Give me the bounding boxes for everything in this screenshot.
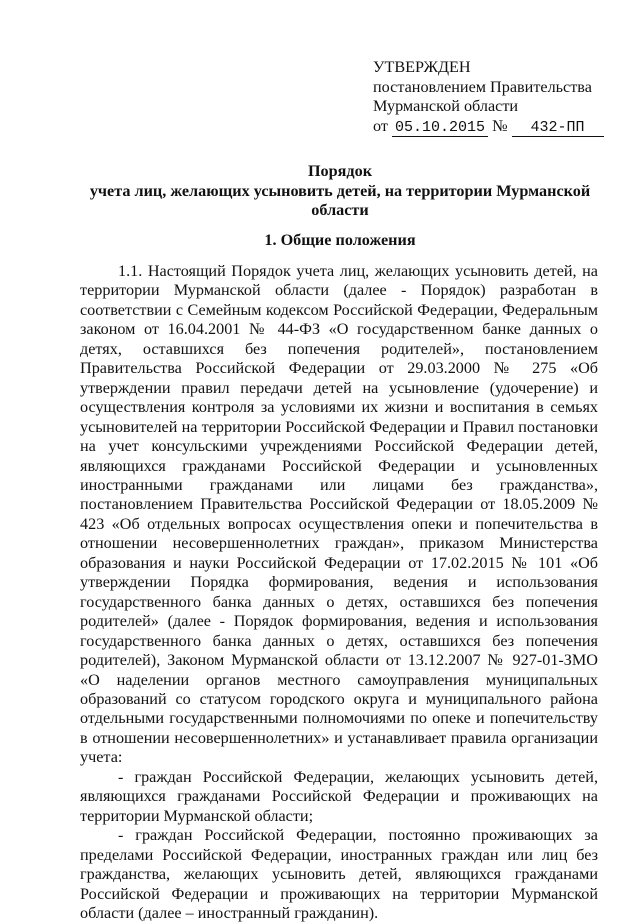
approval-date: 05.10.2015	[392, 120, 488, 137]
approval-line-2: Мурманской области	[373, 97, 519, 115]
approval-number: 432-ПП	[512, 120, 604, 137]
title-line-3: области	[311, 201, 369, 219]
approval-heading: УТВЕРЖДЕН	[373, 58, 471, 76]
paragraph-list-item-2: - граждан Российской Федерации, постоянно проживающих за пределами Российской Федерации, иностранных граждан или лиц без гражданства, желающих усыновить детей, являющихся гражданами Российской Федерации и проживающих на территории Мурманской области (далее – иностранный гражданин).	[80, 826, 598, 922]
title-line-1: Порядок	[307, 162, 373, 180]
paragraph-list-item-1: - граждан Российской Федерации, желающих усыновить детей, являющихся гражданами Российской Федерации и проживающих на территории Мурманской области;	[80, 767, 598, 825]
paragraph-1-1: 1.1. Настоящий Порядок учета лиц, желающих усыновить детей, на территории Мурманской области (далее - Порядок) разработан в соответствии с Семейным кодексом Российской Федерации, Федеральным законом от 16.04.2001 № 44-ФЗ «О государственном банке данных о детях, оставшихся без попечения родителей», постановлением Правительства Российской Федерации от 29.03.2000 № 275 «Об утверждении правил передачи детей на усыновление (удочерение) и осуществления контроля за условиями их жизни и воспитания в семьях усыновителей на территории Российской Федерации и Правил постановки на учет консульскими учреждениями Российской Федерации детей, являющихся гражданами Российской Федерации и усыновленных иностранными гражданами или лицами без гражданства», постановлением Правительства Российской Федерации от 18.05.2009 № 423 «Об отдельных вопросах осуществления опеки и попечительства в отношении несовершеннолетних граждан», приказом Министерства образования и науки Российской Федерации от 17.02.2015 № 101 «Об утверждении Порядка формирования, ведения и использования государственного банка данных о детях, оставшихся без попечения родителей» (далее - Порядок формирования, ведения и использования государственного банка данных о детях, оставшихся без попечения родителей), Законом Мурманской области от 13.12.2007 № 927-01-ЗМО «О наделении органов местного самоуправления муниципальных образований со статусом городского округа и муниципального района отдельными государственными полномочиями по опеке и попечительству в отношении несовершеннолетних» и устанавливает правила организации учета:	[80, 262, 598, 767]
approval-line-1: постановлением Правительства	[373, 77, 592, 96]
approval-stamp	[373, 58, 603, 137]
approval-number-label: №	[492, 116, 508, 135]
approval-date-line	[373, 117, 603, 137]
body-text	[80, 262, 598, 923]
document-title	[80, 162, 600, 221]
approval-from-label: от	[373, 116, 388, 135]
title-line-2: учета лиц, желающих усыновить детей, на территории Мурманской	[89, 181, 591, 200]
section-heading: 1. Общие положения	[264, 231, 416, 249]
